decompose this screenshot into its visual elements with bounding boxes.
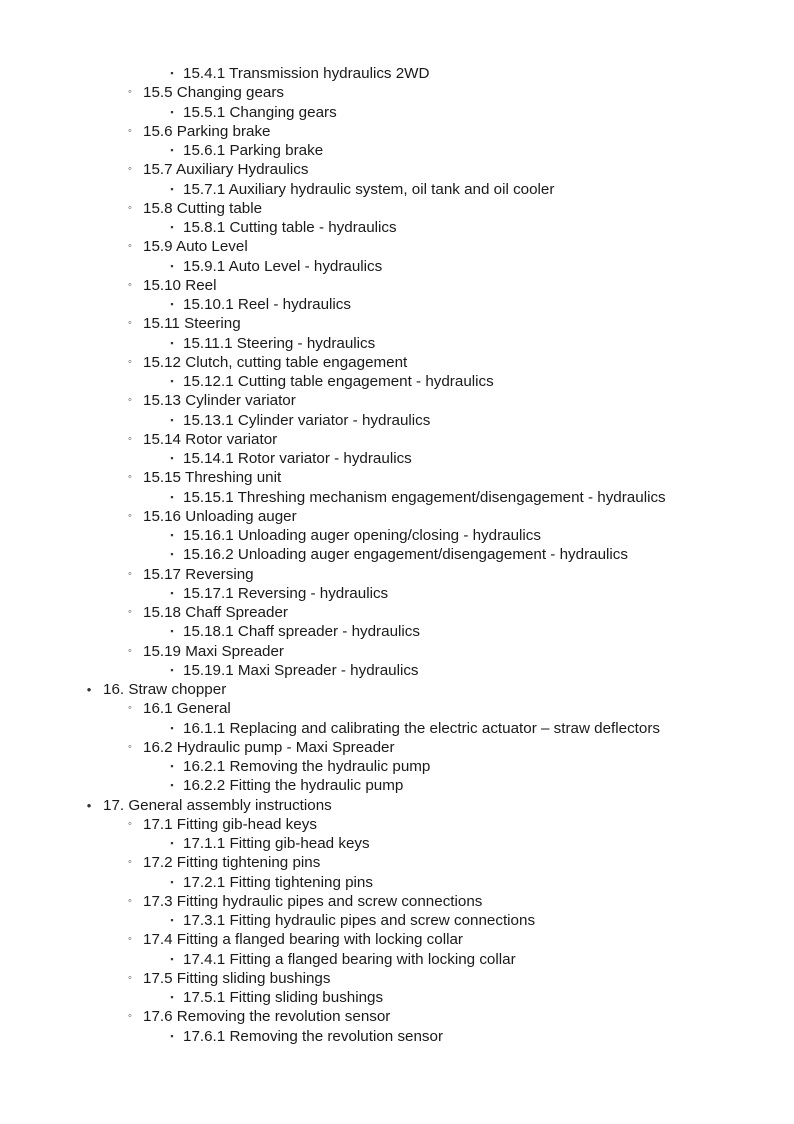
toc-entry-text: 17.5.1 Fitting sliding bushings xyxy=(183,989,384,1006)
toc-entry xyxy=(0,661,794,680)
toc-entry-text: 15.5.1 Changing gears xyxy=(183,103,337,121)
toc-entry xyxy=(0,218,794,237)
toc-entry-text: 17.6 Removing the revolution sensor xyxy=(143,1008,391,1026)
toc-entry-text: 17.5 Fitting sliding bushings xyxy=(143,969,331,987)
toc-entry xyxy=(0,1007,794,1026)
sub-bullet-icon: ◦ xyxy=(128,644,132,657)
toc-entry-text: 15.7 Auxiliary Hydraulics xyxy=(143,161,309,179)
sub-bullet-icon: ▪ xyxy=(170,299,174,309)
sub-bullet-icon: ▪ xyxy=(170,876,174,887)
toc-entry-text: 16.2.1 Removing the hydraulic pump xyxy=(183,758,431,775)
toc-entry xyxy=(0,796,794,815)
sub-bullet-icon: ◦ xyxy=(128,240,132,253)
sub-bullet-icon: ▪ xyxy=(170,106,174,117)
toc-entry-text: 15.8 Cutting table xyxy=(143,199,263,217)
toc-entry xyxy=(0,257,794,276)
sub-bullet-icon: ▪ xyxy=(170,722,174,733)
toc-entry xyxy=(0,545,794,564)
toc-entry-text: 15.10.1 Reel - hydraulics xyxy=(183,296,351,313)
toc-entry-text: 17. General assembly instructions xyxy=(103,796,332,814)
toc-entry xyxy=(0,372,794,391)
toc-entry-text: 17.4.1 Fitting a flanged bearing with locking collar xyxy=(183,950,516,968)
table-of-contents xyxy=(0,64,794,1046)
toc-entry xyxy=(0,64,794,83)
toc-entry xyxy=(0,988,794,1007)
sub-bullet-icon: ▪ xyxy=(170,664,174,675)
toc-entry-text: 15.14.1 Rotor variator - hydraulics xyxy=(183,450,412,467)
sub-bullet-icon: ▪ xyxy=(170,183,174,194)
sub-bullet-icon: ◦ xyxy=(128,933,132,946)
toc-entry xyxy=(0,468,794,487)
toc-entry xyxy=(0,950,794,969)
sub-bullet-icon: ◦ xyxy=(128,509,132,522)
toc-entry xyxy=(0,969,794,988)
sub-bullet-icon: ◦ xyxy=(128,86,132,99)
toc-entry-text: 15.9 Auto Level xyxy=(143,238,248,256)
toc-entry-text: 17.1 Fitting gib-head keys xyxy=(143,815,317,833)
toc-entry-text: 15.15.1 Threshing mechanism engagement/disengagement - hydraulics xyxy=(183,488,666,506)
toc-entry xyxy=(0,237,794,256)
sub-bullet-icon: ▪ xyxy=(170,915,174,925)
toc-entry-text: 15.7.1 Auxiliary hydraulic system, oil tank and oil cooler xyxy=(183,180,555,198)
sub-bullet-icon: ▪ xyxy=(170,761,174,771)
toc-entry xyxy=(0,411,794,430)
sub-bullet-icon: ▪ xyxy=(170,222,174,232)
toc-entry xyxy=(0,160,794,179)
toc-entry xyxy=(0,507,794,526)
toc-entry xyxy=(0,757,794,776)
toc-entry-text: 15.15 Threshing unit xyxy=(143,469,282,487)
toc-entry-text: 15.17 Reversing xyxy=(143,565,254,583)
toc-entry-text: 17.3 Fitting hydraulic pipes and screw connections xyxy=(143,892,483,910)
sub-bullet-icon: ◦ xyxy=(128,606,132,618)
toc-entry-text: 15.12.1 Cutting table engagement - hydraulics xyxy=(183,373,494,390)
sub-bullet-icon: ◦ xyxy=(128,971,132,984)
bullet-icon: • xyxy=(86,682,92,697)
toc-entry-text: 15.14 Rotor variator xyxy=(143,430,278,448)
toc-entry xyxy=(0,83,794,102)
toc-entry xyxy=(0,699,794,718)
toc-entry-text: 15.9.1 Auto Level - hydraulics xyxy=(183,257,383,275)
toc-entry xyxy=(0,853,794,872)
toc-entry xyxy=(0,295,794,314)
toc-entry xyxy=(0,815,794,834)
toc-entry xyxy=(0,738,794,757)
sub-bullet-icon: ▪ xyxy=(170,68,174,78)
toc-entry xyxy=(0,122,794,141)
toc-entry-text: 16. Straw chopper xyxy=(103,681,227,698)
sub-bullet-icon: ◦ xyxy=(128,278,132,291)
toc-entry-text: 15.19 Maxi Spreader xyxy=(143,642,284,660)
toc-entry xyxy=(0,603,794,622)
toc-entry xyxy=(0,834,794,853)
sub-bullet-icon: ◦ xyxy=(128,702,132,715)
toc-entry-text: 17.4 Fitting a flanged bearing with locking collar xyxy=(143,931,463,949)
sub-bullet-icon: ▪ xyxy=(170,414,174,425)
sub-bullet-icon: ▪ xyxy=(170,549,174,560)
toc-entry-text: 15.18.1 Chaff spreader - hydraulics xyxy=(183,623,420,641)
toc-entry xyxy=(0,680,794,699)
sub-bullet-icon: ▪ xyxy=(170,626,174,637)
sub-bullet-icon: ▪ xyxy=(170,145,174,155)
sub-bullet-icon: ▪ xyxy=(170,376,174,386)
sub-bullet-icon: ▪ xyxy=(170,953,174,964)
toc-entry-text: 16.2 Hydraulic pump - Maxi Spreader xyxy=(143,738,395,756)
toc-entry-text: 15.5 Changing gears xyxy=(143,84,285,102)
toc-entry xyxy=(0,353,794,372)
sub-bullet-icon: ▪ xyxy=(170,260,174,271)
toc-entry-text: 15.13 Cylinder variator xyxy=(143,392,296,410)
toc-entry-text: 17.1.1 Fitting gib-head keys xyxy=(183,835,370,852)
toc-entry-text: 15.18 Chaff Spreader xyxy=(143,604,288,621)
toc-entry-text: 15.16 Unloading auger xyxy=(143,507,297,525)
toc-entry-text: 15.6 Parking brake xyxy=(143,122,271,140)
toc-entry-text: 16.1 General xyxy=(143,700,231,718)
toc-entry-text: 17.2 Fitting tightening pins xyxy=(143,854,321,872)
toc-entry-text: 15.11 Steering xyxy=(143,315,241,333)
toc-entry xyxy=(0,391,794,410)
toc-entry xyxy=(0,719,794,738)
toc-entry xyxy=(0,526,794,545)
sub-bullet-icon: ◦ xyxy=(128,817,132,830)
toc-entry-text: 15.17.1 Reversing - hydraulics xyxy=(183,584,389,602)
toc-entry-text: 15.4.1 Transmission hydraulics 2WD xyxy=(183,65,430,82)
sub-bullet-icon: ◦ xyxy=(128,740,132,753)
sub-bullet-icon: ◦ xyxy=(128,317,132,330)
sub-bullet-icon: ◦ xyxy=(128,432,132,445)
toc-entry-text: 15.12 Clutch, cutting table engagement xyxy=(143,353,408,371)
sub-bullet-icon: ▪ xyxy=(170,587,174,598)
sub-bullet-icon: ▪ xyxy=(170,530,174,540)
toc-entry xyxy=(0,276,794,295)
sub-bullet-icon: ◦ xyxy=(128,394,132,407)
toc-entry xyxy=(0,199,794,218)
toc-entry-text: 17.2.1 Fitting tightening pins xyxy=(183,873,373,891)
toc-entry xyxy=(0,103,794,122)
sub-bullet-icon: ◦ xyxy=(128,355,132,368)
toc-entry xyxy=(0,488,794,507)
toc-entry xyxy=(0,430,794,449)
toc-entry-text: 17.6.1 Removing the revolution sensor xyxy=(183,1027,444,1045)
sub-bullet-icon: ▪ xyxy=(170,453,174,463)
toc-entry-text: 16.2.2 Fitting the hydraulic pump xyxy=(183,777,404,795)
toc-entry xyxy=(0,565,794,584)
sub-bullet-icon: ▪ xyxy=(170,838,174,848)
toc-entry-text: 15.8.1 Cutting table - hydraulics xyxy=(183,219,397,236)
toc-entry-text: 15.13.1 Cylinder variator - hydraulics xyxy=(183,411,431,429)
toc-entry-text: 15.11.1 Steering - hydraulics xyxy=(183,334,376,352)
sub-bullet-icon: ▪ xyxy=(170,992,174,1002)
sub-bullet-icon: ◦ xyxy=(128,201,132,214)
toc-entry-text: 16.1.1 Replacing and calibrating the electric actuator – straw deflectors xyxy=(183,719,660,737)
sub-bullet-icon: ◦ xyxy=(128,124,132,137)
sub-bullet-icon: ◦ xyxy=(128,471,132,484)
sub-bullet-icon: ◦ xyxy=(128,1010,132,1023)
toc-entry-text: 15.16.1 Unloading auger opening/closing - hydraulics xyxy=(183,527,541,544)
toc-entry-text: 15.19.1 Maxi Spreader - hydraulics xyxy=(183,661,419,679)
sub-bullet-icon: ▪ xyxy=(170,337,174,348)
toc-entry-text: 15.16.2 Unloading auger engagement/disengagement - hydraulics xyxy=(183,546,628,564)
toc-entry xyxy=(0,892,794,911)
toc-entry xyxy=(0,334,794,353)
bullet-icon: • xyxy=(86,797,92,813)
sub-bullet-icon: ▪ xyxy=(170,1030,174,1041)
toc-entry xyxy=(0,622,794,641)
sub-bullet-icon: ◦ xyxy=(128,856,132,869)
toc-entry xyxy=(0,180,794,199)
toc-entry-text: 15.6.1 Parking brake xyxy=(183,142,324,159)
toc-entry xyxy=(0,776,794,795)
toc-entry-text: 15.10 Reel xyxy=(143,276,217,294)
sub-bullet-icon: ◦ xyxy=(128,163,132,176)
toc-entry xyxy=(0,873,794,892)
toc-entry xyxy=(0,449,794,468)
toc-entry-text: 17.3.1 Fitting hydraulic pipes and screw connections xyxy=(183,912,536,929)
toc-entry xyxy=(0,141,794,160)
toc-entry xyxy=(0,911,794,930)
sub-bullet-icon: ◦ xyxy=(128,894,132,907)
sub-bullet-icon: ▪ xyxy=(170,780,174,791)
toc-entry xyxy=(0,642,794,661)
sub-bullet-icon: ▪ xyxy=(170,491,174,502)
toc-entry xyxy=(0,584,794,603)
toc-entry xyxy=(0,314,794,333)
toc-entry xyxy=(0,930,794,949)
sub-bullet-icon: ◦ xyxy=(128,567,132,580)
toc-entry xyxy=(0,1027,794,1046)
